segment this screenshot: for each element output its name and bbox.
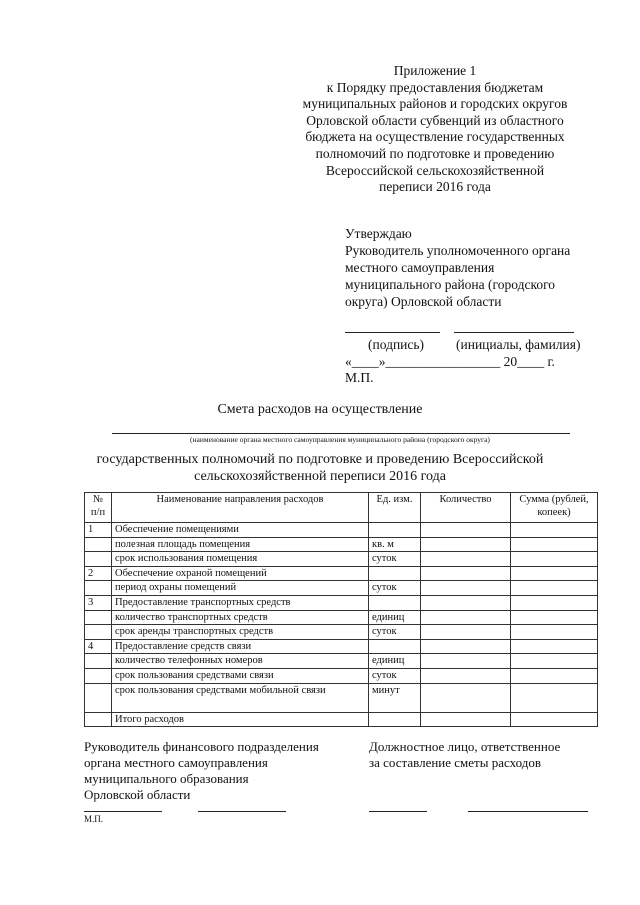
cell-name: срок пользования средствами мобильной связи (112, 683, 369, 712)
cell-name: срок использования помещения (112, 552, 369, 567)
cell-num: 3 (85, 595, 112, 610)
cell-qty[interactable] (421, 595, 511, 610)
finance-head-line: органа местного самоуправления (84, 755, 268, 770)
appendix-line: Орловской области субвенций из областного (306, 112, 564, 128)
appendix-line: бюджета на осуществление государственных (305, 129, 565, 145)
table-header-row (85, 493, 598, 523)
cell-qty[interactable] (421, 654, 511, 669)
appendix-line: Приложение 1 (393, 63, 477, 78)
title-line-3: сельскохозяйственной переписи 2016 года (194, 469, 446, 484)
initials-line (454, 332, 574, 333)
cell-qty[interactable] (421, 683, 511, 712)
cell-name: период охраны помещений (112, 581, 369, 596)
cell-num: 2 (85, 566, 112, 581)
table-row-total (85, 712, 598, 727)
approval-line: местного самоуправления (345, 260, 495, 275)
header-num: № п/п (85, 493, 112, 523)
cell-num (85, 683, 112, 712)
cell-sum[interactable] (511, 654, 598, 669)
header-unit: Ед. изм. (369, 493, 421, 523)
cell-num: 1 (85, 523, 112, 538)
estimate-title: Смета расходов на осуществление (217, 402, 423, 417)
header-sum: Сумма (рублей, копеек) (511, 493, 598, 523)
finance-signature-line (84, 811, 162, 812)
cell-unit (369, 712, 421, 727)
cell-sum[interactable] (511, 610, 598, 625)
table-row (85, 537, 598, 552)
org-caption: (наименование органа местного самоуправления муниципального района (городского округа) (190, 435, 490, 444)
appendix-line: к Порядку предоставления бюджетам (326, 79, 544, 95)
finance-head-block (84, 739, 364, 803)
cell-sum[interactable] (511, 581, 598, 596)
estimate-table (84, 492, 598, 727)
bottom-stamp: М.П. (84, 814, 104, 824)
org-name-line (112, 433, 570, 434)
finance-head-line: Руководитель финансового подразделения (84, 739, 319, 754)
table-row (85, 683, 598, 712)
cell-unit (369, 639, 421, 654)
cell-num (85, 625, 112, 640)
cell-name: Обеспечение охраной помещений (112, 566, 369, 581)
cell-unit: кв. м (369, 537, 421, 552)
cell-unit (369, 523, 421, 538)
responsible-signature-line (369, 811, 427, 812)
table-row (85, 581, 598, 596)
cell-sum[interactable] (511, 595, 598, 610)
signature-label: (подпись) (368, 337, 425, 352)
cell-unit: суток (369, 581, 421, 596)
cell-name: Обеспечение помещениями (112, 523, 369, 538)
cell-num: 4 (85, 639, 112, 654)
finance-head-line: Орловской области (84, 787, 191, 802)
cell-num (85, 581, 112, 596)
table-row (85, 552, 598, 567)
cell-name: Итого расходов (112, 712, 369, 727)
cell-unit: единиц (369, 654, 421, 669)
cell-sum[interactable] (511, 552, 598, 567)
cell-qty[interactable] (421, 581, 511, 596)
cell-name: срок пользования средствами связи (112, 668, 369, 683)
table-row (85, 610, 598, 625)
approval-stamp: М.П. (345, 370, 374, 385)
responsible-line: Должностное лицо, ответственное (369, 739, 561, 754)
initials-label: (инициалы, фамилия) (456, 337, 581, 352)
responsible-name-line (468, 811, 588, 812)
cell-sum[interactable] (511, 625, 598, 640)
cell-qty[interactable] (421, 712, 511, 727)
cell-unit (369, 566, 421, 581)
cell-name: Предоставление средств связи (112, 639, 369, 654)
cell-num (85, 654, 112, 669)
cell-unit: единиц (369, 610, 421, 625)
appendix-header (250, 63, 620, 196)
table-row (85, 639, 598, 654)
cell-qty[interactable] (421, 639, 511, 654)
approval-block (345, 225, 615, 310)
appendix-line: полномочий по подготовке и проведению (315, 145, 555, 161)
cell-num (85, 712, 112, 727)
table-row (85, 668, 598, 683)
cell-sum[interactable] (511, 683, 598, 712)
finance-name-line (198, 811, 286, 812)
table-row (85, 523, 598, 538)
cell-num (85, 668, 112, 683)
cell-unit: суток (369, 668, 421, 683)
appendix-line: Всероссийской сельскохозяйственной (325, 162, 545, 178)
cell-name: срок аренды транспортных средств (112, 625, 369, 640)
cell-sum[interactable] (511, 566, 598, 581)
header-name: Наименование направления расходов (112, 493, 369, 523)
cell-qty[interactable] (421, 610, 511, 625)
cell-unit: суток (369, 625, 421, 640)
cell-sum[interactable] (511, 639, 598, 654)
approval-line: округа) Орловской области (345, 294, 502, 309)
cell-num (85, 537, 112, 552)
table-row (85, 595, 598, 610)
header-qty: Количество (421, 493, 511, 523)
table-row (85, 654, 598, 669)
cell-num (85, 610, 112, 625)
approval-line: муниципального района (городского (345, 277, 556, 292)
cell-qty[interactable] (421, 625, 511, 640)
cell-unit: суток (369, 552, 421, 567)
appendix-line: переписи 2016 года (379, 179, 491, 195)
cell-qty[interactable] (421, 523, 511, 538)
cell-num (85, 552, 112, 567)
cell-qty[interactable] (421, 537, 511, 552)
title-line-2: государственных полномочий по подготовке и проведению Всероссийской (96, 452, 544, 467)
approval-line: Утверждаю (345, 226, 412, 241)
responsible-line: за составление сметы расходов (369, 755, 541, 770)
cell-sum[interactable] (511, 537, 598, 552)
appendix-line: муниципальных районов и городских округов (302, 96, 568, 112)
finance-head-line: муниципального образования (84, 771, 249, 786)
cell-qty[interactable] (421, 552, 511, 567)
signature-line (345, 332, 440, 333)
cell-unit (369, 595, 421, 610)
date-line: «____»_________________ 20____ г. (345, 354, 555, 369)
cell-sum[interactable] (511, 523, 598, 538)
cell-sum[interactable] (511, 712, 598, 727)
table-row (85, 566, 598, 581)
table-row (85, 625, 598, 640)
cell-qty[interactable] (421, 668, 511, 683)
cell-unit: минут (369, 683, 421, 712)
cell-name: полезная площадь помещения (112, 537, 369, 552)
cell-name: Предоставление транспортных средств (112, 595, 369, 610)
cell-name: количество транспортных средств (112, 610, 369, 625)
responsible-person-block (369, 739, 619, 771)
approval-line: Руководитель уполномоченного органа (345, 243, 571, 258)
cell-qty[interactable] (421, 566, 511, 581)
cell-sum[interactable] (511, 668, 598, 683)
cell-name: количество телефонных номеров (112, 654, 369, 669)
